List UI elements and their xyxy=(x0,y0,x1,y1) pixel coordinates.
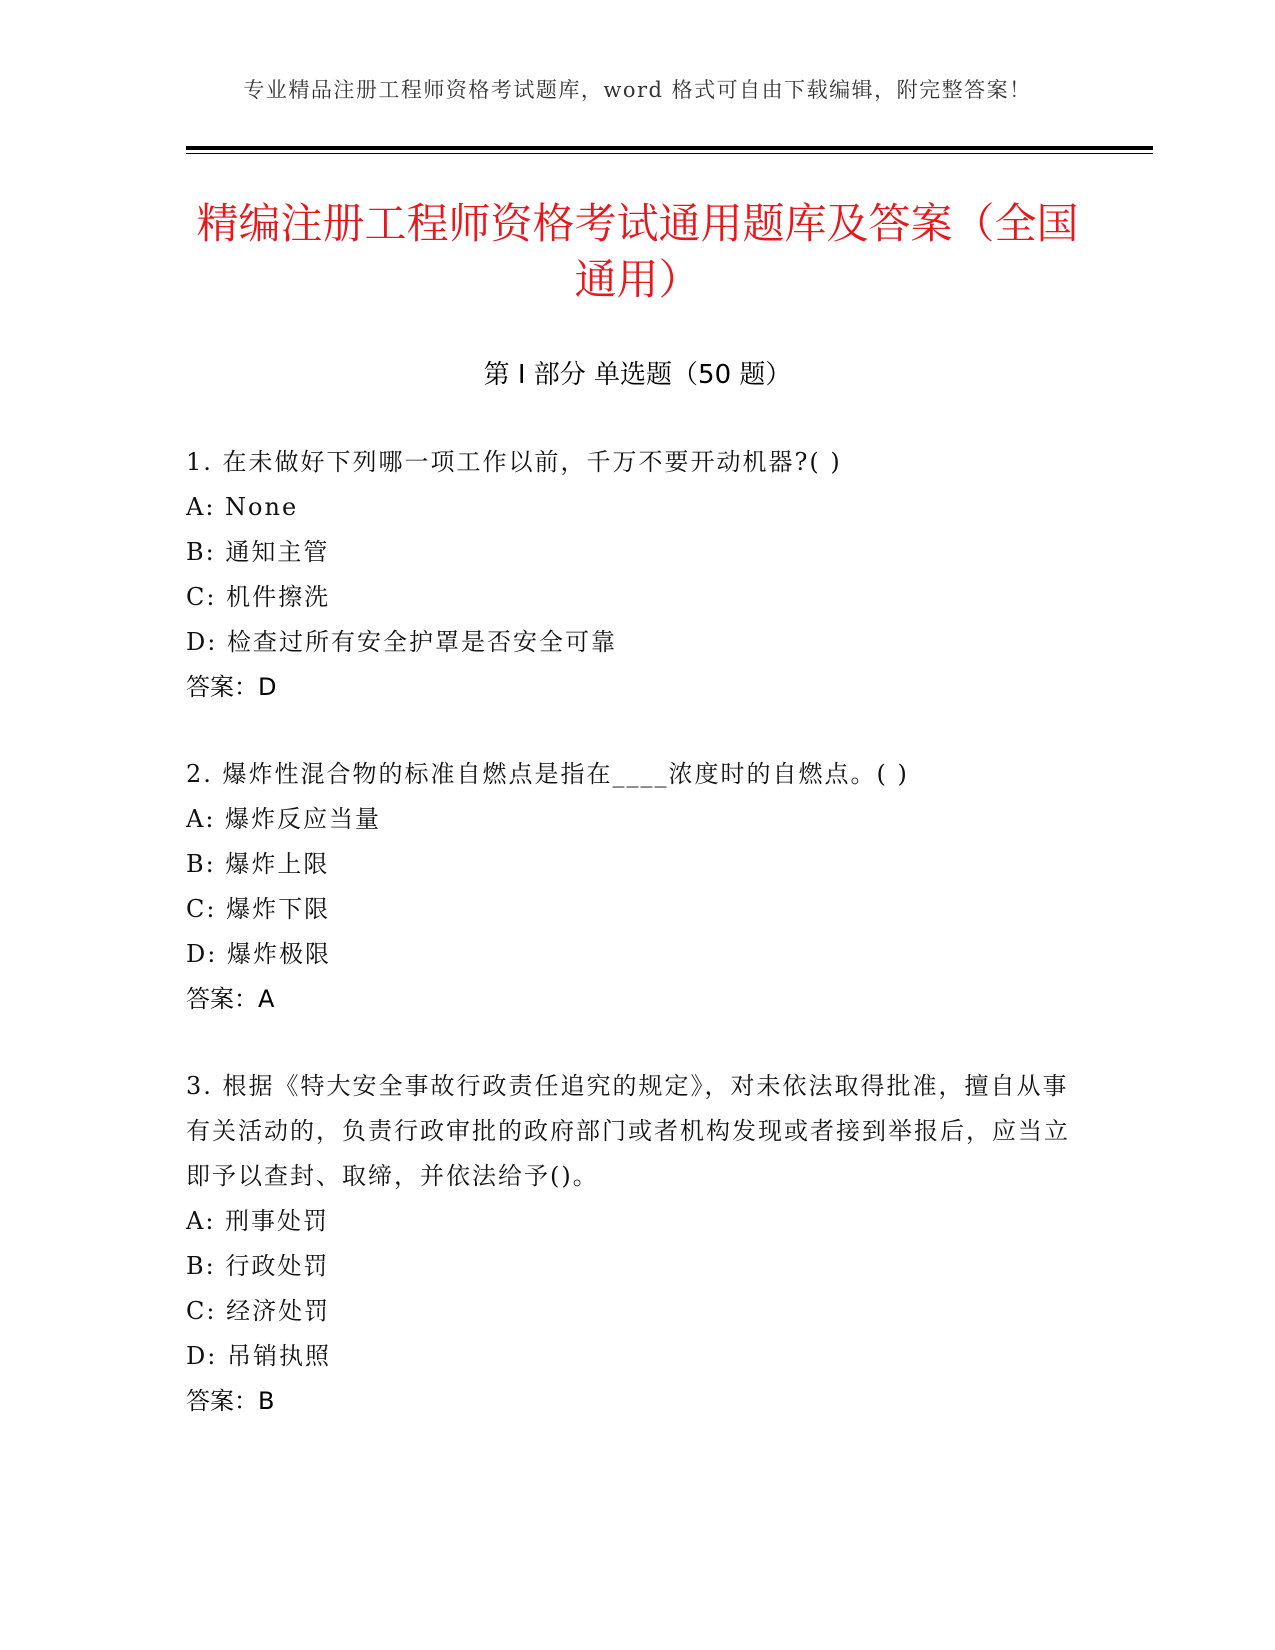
option-c: C: 爆炸下限 xyxy=(186,895,331,923)
option-a: A: 爆炸反应当量 xyxy=(186,805,382,833)
option-d: D: 检查过所有安全护罩是否安全可靠 xyxy=(186,628,617,656)
header-note: 专业精品注册工程师资格考试题库，word 格式可自由下载编辑，附完整答案！ xyxy=(243,78,1032,102)
option-b: B: 行政处罚 xyxy=(186,1252,330,1280)
option-d: D: 吊销执照 xyxy=(186,1342,331,1370)
option-a: A: None xyxy=(186,493,299,521)
option-a: A: 刑事处罚 xyxy=(186,1207,330,1235)
answer: 答案：B xyxy=(186,1387,275,1415)
question-2 xyxy=(186,752,1086,1022)
question-3 xyxy=(186,1064,1086,1424)
document-title: 精编注册工程师资格考试通用题库及答案（全国通用） xyxy=(196,199,1079,304)
option-b: B: 爆炸上限 xyxy=(186,850,330,878)
question-list xyxy=(186,440,1086,1466)
question-1 xyxy=(186,440,1086,710)
header-rule-thin xyxy=(186,153,1153,154)
answer: 答案：D xyxy=(186,673,277,701)
answer: 答案：A xyxy=(186,985,275,1013)
question-stem: 3. 根据《特大安全事故行政责任追究的规定》，对未依法取得批准，擅自从事有关活动的，负责行政审批的政府部门或者机构发现或者接到举报后，应当立即予以查封、取缔，并依法给予()。 xyxy=(186,1072,1070,1190)
option-d: D: 爆炸极限 xyxy=(186,940,331,968)
header-rule-thick xyxy=(186,146,1153,150)
option-b: B: 通知主管 xyxy=(186,538,330,566)
question-stem: 2. 爆炸性混合物的标准自燃点是指在____浓度时的自燃点。( ) xyxy=(186,760,909,788)
section-title: 第 I 部分 单选题（50 题） xyxy=(483,360,792,390)
question-stem: 1. 在未做好下列哪一项工作以前，千万不要开动机器?( ) xyxy=(186,448,842,476)
option-c: C: 机件擦洗 xyxy=(186,583,331,611)
option-c: C: 经济处罚 xyxy=(186,1297,331,1325)
